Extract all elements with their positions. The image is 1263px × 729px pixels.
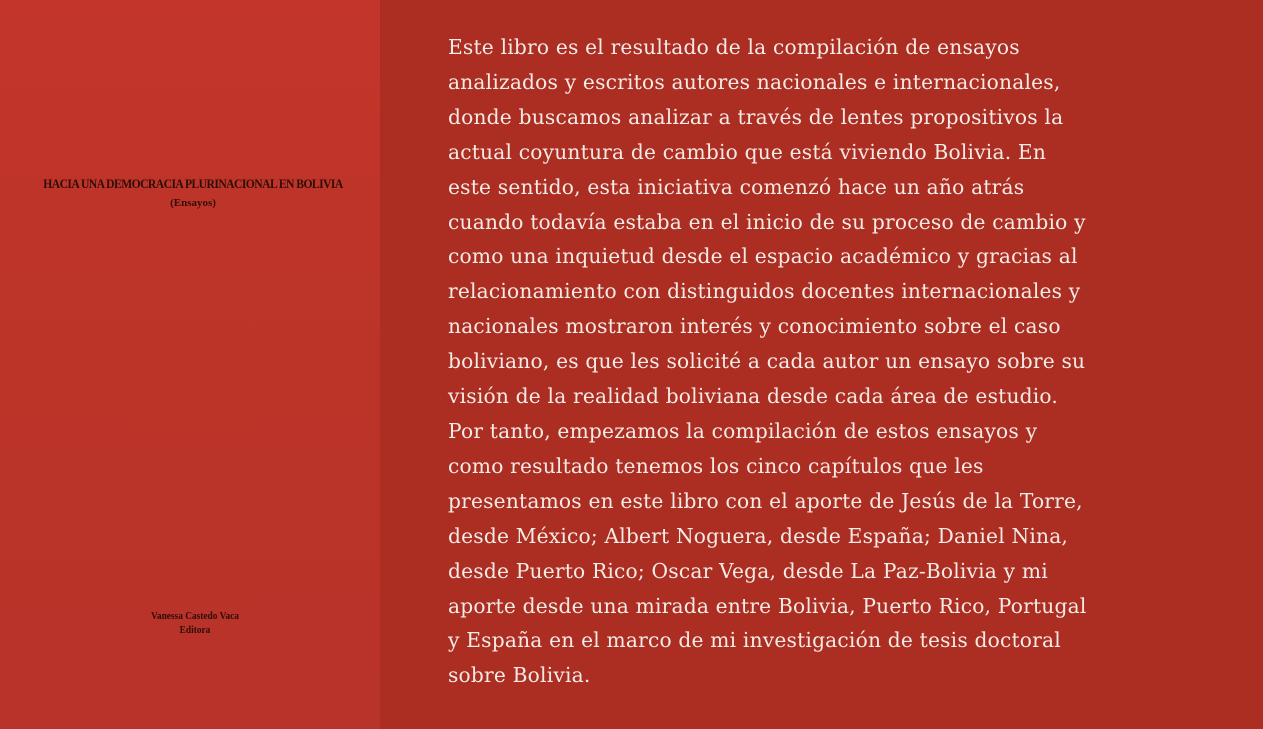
- cover-title-block: [0, 175, 386, 213]
- book-description: Este libro es el resultado de la compilación de ensayos analizados y escritos autores nacionales e internacionales, donde buscamos analizar a través de lentes propositivos la actual coyuntura de cambio que está viviendo Bolivia. En este sentido, esta iniciativa comenzó hace un año atrás cuando todavía estaba en el inicio de su proceso de cambio y como una inquietud desde el espacio académico y gracias al relacionamiento con distinguidos docentes internacionales y nacionales mostraron interés y conocimiento sobre el caso boliviano, es que les solicité a cada autor un ensayo sobre su visión de la realidad boliviana desde cada área de estudio. Por tanto, empezamos la compilación de estos ensayos y como resultado tenemos los cinco capítulos que les presentamos en este libro con el aporte de Jesús de la Torre, desde México; Albert Noguera, desde España; Daniel Nina, desde Puerto Rico; Oscar Vega, desde La Paz-Bolivia y mi aporte desde una mirada entre Bolivia, Puerto Rico, Portugal y España en el marco de mi investigación de tesis doctoral sobre Bolivia.: [448, 35, 1087, 688]
- book-cover: [0, 0, 380, 729]
- cover-author-block: [0, 609, 390, 637]
- cover-title: HACIA UNA DEMOCRACIA PLURINACIONAL EN BOLIVIA: [43, 177, 343, 191]
- cover-subtitle: (Ensayos): [170, 197, 216, 209]
- cover-author-role: Editora: [179, 624, 211, 636]
- cover-author-name: Vanessa Castedo Vaca: [150, 610, 239, 622]
